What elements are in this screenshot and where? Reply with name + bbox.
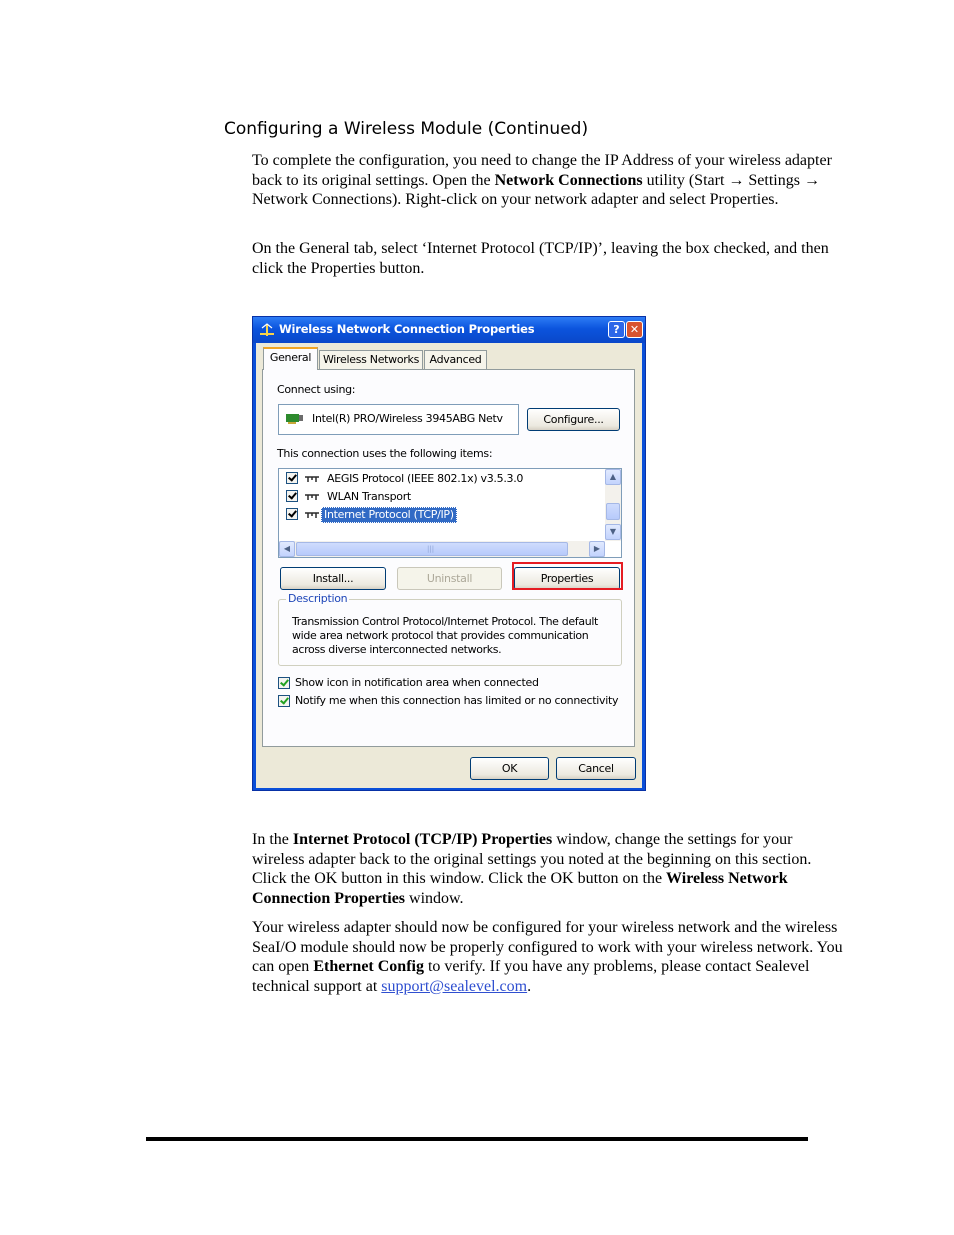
horizontal-scrollbar[interactable] — [279, 541, 605, 557]
text: to verify. If you have any problems, please contact Sealevel technical support at — [252, 958, 810, 995]
show-icon-label: Show icon in notification area when connected — [295, 676, 539, 689]
properties-highlight-box — [512, 562, 623, 590]
scroll-right-icon[interactable]: ▶ — [589, 541, 605, 557]
connect-using-label: Connect using: — [277, 383, 356, 396]
item-label: AEGIS Protocol (IEEE 802.1x) v3.5.3.0 — [327, 472, 524, 485]
bold-network-connections: Network Connections — [494, 171, 643, 189]
arrow-icon: → — [803, 171, 820, 189]
install-button[interactable]: Install... — [280, 567, 386, 590]
show-icon-checkbox[interactable] — [278, 677, 290, 689]
support-email-link[interactable]: support@sealevel.com — [381, 977, 528, 995]
description-text: Transmission Control Protocol/Internet Protocol. The default wide area network protocol that provides communication across diverse interconnected networks. — [292, 615, 599, 656]
adapter-field — [278, 404, 519, 435]
text: utility (Start — [642, 171, 729, 189]
bold-wireless-properties: Wireless Network Connection Properties — [252, 870, 788, 907]
paragraph-tcp-ip-properties — [252, 830, 844, 908]
bold-tcp-ip-properties: Internet Protocol (TCP/IP) Properties — [292, 831, 553, 848]
adapter-name: Intel(R) PRO/Wireless 3945ABG Netv — [312, 412, 503, 425]
text: . — [527, 977, 532, 995]
help-button[interactable]: ? — [608, 321, 625, 338]
grip-icon: ||| — [427, 545, 435, 553]
text: Your wireless adapter should now be configured for your wireless network and the wireless SeaI/O module should now be properly configured to work with your wireless network. You can open — [252, 919, 843, 976]
cancel-button[interactable]: Cancel — [556, 757, 636, 780]
paragraph-open-network-connections — [252, 151, 844, 210]
item-checkbox[interactable] — [286, 490, 298, 502]
close-button[interactable]: ✕ — [626, 321, 643, 338]
item-label-selected: Internet Protocol (TCP/IP) — [321, 507, 457, 523]
protocol-icon — [304, 510, 320, 520]
item-checkbox[interactable] — [286, 508, 298, 520]
scroll-down-icon[interactable]: ▼ — [605, 524, 621, 540]
tab-general[interactable]: General — [263, 347, 318, 370]
tab-wireless-networks[interactable]: Wireless Networks — [319, 350, 423, 370]
uninstall-button[interactable]: Uninstall — [397, 567, 502, 590]
general-tab-panel — [262, 369, 635, 747]
ok-button[interactable]: OK — [470, 757, 549, 780]
text: Network Connections). Right-click on your network adapter and select Properties. — [252, 191, 779, 209]
scroll-up-icon[interactable]: ▲ — [605, 469, 621, 485]
dialog-title-bar — [253, 317, 645, 343]
notify-checkbox[interactable] — [278, 695, 290, 707]
arrow-icon: → — [728, 171, 745, 189]
protocol-icon — [304, 474, 320, 484]
notify-label: Notify me when this connection has limited or no connectivity — [295, 694, 619, 707]
section-heading: Configuring a Wireless Module (Continued) — [224, 119, 589, 139]
tab-advanced[interactable]: Advanced — [424, 350, 487, 370]
vertical-scrollbar[interactable] — [605, 469, 621, 541]
description-group — [278, 592, 622, 666]
configure-button[interactable]: Configure... — [527, 408, 620, 431]
network-card-icon — [286, 413, 304, 425]
item-checkbox[interactable] — [286, 472, 298, 484]
network-connection-icon — [258, 321, 276, 339]
description-label: Description — [288, 592, 348, 605]
vertical-scroll-thumb[interactable] — [606, 503, 620, 520]
paragraph-verify-config — [252, 918, 844, 996]
bold-ethernet-config: Ethernet Config — [313, 958, 424, 976]
items-label: This connection uses the following items: — [277, 447, 493, 460]
items-list[interactable] — [278, 468, 622, 558]
properties-dialog — [252, 316, 646, 791]
text: In the — [252, 831, 293, 848]
text: Settings — [744, 171, 804, 189]
text: window. — [405, 889, 464, 907]
scroll-left-icon[interactable]: ◀ — [279, 541, 295, 557]
footer-rule — [146, 1137, 808, 1141]
text: To complete the configuration, you need to change the IP Address of your wireless adapter back to its original settings. Open the — [252, 152, 832, 189]
item-label: WLAN Transport — [327, 490, 411, 503]
horizontal-scroll-thumb[interactable] — [296, 542, 568, 556]
dialog-title: Wireless Network Connection Properties — [279, 322, 535, 336]
properties-button[interactable]: Properties — [514, 567, 620, 590]
paragraph-general-tab: On the General tab, select ‘Internet Protocol (TCP/IP)’, leaving the box checked, and then click the Properties button. — [252, 240, 829, 277]
protocol-icon — [304, 492, 320, 502]
text: window, change the settings for your wireless adapter back to the original settings you noted at the beginning on this section. Click the OK button in this window. Click the OK button on the — [252, 831, 812, 888]
